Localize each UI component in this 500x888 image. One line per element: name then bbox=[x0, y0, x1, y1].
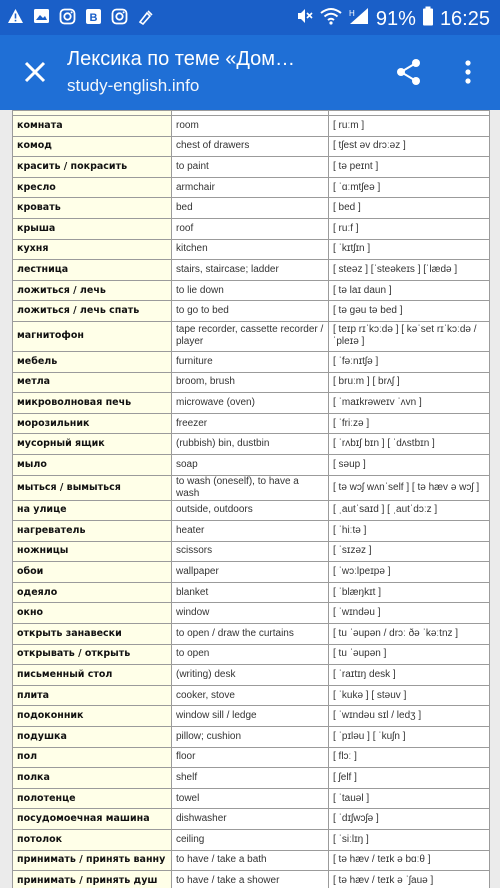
english-word: to lie down bbox=[172, 280, 329, 301]
english-word: towel bbox=[172, 788, 329, 809]
transcription: [ ˈdɪʃwɔʃə ] bbox=[329, 809, 490, 830]
table-row bbox=[13, 454, 490, 475]
transcription: [ tə wɔʃ wʌnˈself ] [ tə hæv ə wɔʃ ] bbox=[329, 475, 490, 500]
instagram-icon bbox=[110, 7, 128, 25]
close-icon[interactable] bbox=[18, 55, 52, 89]
russian-word: посудомоечная машина bbox=[13, 809, 172, 830]
transcription: [ tə peɪnt ] bbox=[329, 157, 490, 178]
table-row bbox=[13, 562, 490, 583]
english-word: to paint bbox=[172, 157, 329, 178]
russian-word: красить / покрасить bbox=[13, 157, 172, 178]
table-row bbox=[13, 768, 490, 789]
table-row bbox=[13, 727, 490, 748]
table-row bbox=[13, 260, 490, 281]
english-word: ceiling bbox=[172, 830, 329, 851]
table-row bbox=[13, 665, 490, 686]
russian-word: кровать bbox=[13, 198, 172, 219]
russian-word: ножницы bbox=[13, 541, 172, 562]
russian-word: ложиться / лечь bbox=[13, 280, 172, 301]
transcription: [ ˈkukə ] [ stəuv ] bbox=[329, 685, 490, 706]
english-word: armchair bbox=[172, 177, 329, 198]
transcription: [ ˈsiːlɪŋ ] bbox=[329, 830, 490, 851]
table-row bbox=[13, 475, 490, 500]
russian-word: комната bbox=[13, 116, 172, 137]
table-row bbox=[13, 372, 490, 393]
transcription: [ ˈmaɪkrəweɪv ˈʌvn ] bbox=[329, 393, 490, 414]
russian-word: крыша bbox=[13, 218, 172, 239]
transcription: [ bed ] bbox=[329, 198, 490, 219]
system-status bbox=[294, 6, 490, 32]
table-row bbox=[13, 434, 490, 455]
russian-word: нагреватель bbox=[13, 521, 172, 542]
russian-word: принимать / принять душ bbox=[13, 871, 172, 888]
english-word: soap bbox=[172, 454, 329, 475]
transcription: [ tʃest əv drɔːəz ] bbox=[329, 136, 490, 157]
english-word: scissors bbox=[172, 541, 329, 562]
english-word: to open / draw the curtains bbox=[172, 624, 329, 645]
russian-word: подоконник bbox=[13, 706, 172, 727]
table-row bbox=[13, 541, 490, 562]
transcription: [ ˈsɪzəz ] bbox=[329, 541, 490, 562]
bookmark-icon bbox=[84, 7, 102, 25]
english-word: to have / take a shower bbox=[172, 871, 329, 888]
wifi-icon bbox=[320, 7, 342, 31]
share-icon[interactable] bbox=[395, 57, 423, 87]
russian-word: письменный стол bbox=[13, 665, 172, 686]
russian-word: мыться / вымыться bbox=[13, 475, 172, 500]
table-row bbox=[13, 747, 490, 768]
battery-percent: 91% bbox=[375, 7, 416, 30]
table-row bbox=[13, 136, 490, 157]
english-word: broom, brush bbox=[172, 372, 329, 393]
english-word: floor bbox=[172, 747, 329, 768]
russian-word: одеяло bbox=[13, 582, 172, 603]
svg-text:B: B bbox=[89, 11, 97, 24]
english-word: microwave (oven) bbox=[172, 393, 329, 414]
transcription: [ ˈwɔːlpeɪpə ] bbox=[329, 562, 490, 583]
table-row bbox=[13, 321, 490, 351]
transcription: [ ruːm ] bbox=[329, 116, 490, 137]
transcription: [ ˈtauəl ] bbox=[329, 788, 490, 809]
transcription: [ tə hæv / teɪk ə bɑːθ ] bbox=[329, 850, 490, 871]
russian-word: полка bbox=[13, 768, 172, 789]
russian-word: открывать / открыть bbox=[13, 644, 172, 665]
image-icon bbox=[32, 7, 50, 25]
transcription: [ ˈblæŋkɪt ] bbox=[329, 582, 490, 603]
russian-word: подушка bbox=[13, 727, 172, 748]
transcription: [ steəz ] [ˈsteəkeɪs ] [ˈlædə ] bbox=[329, 260, 490, 281]
russian-word: мебель bbox=[13, 351, 172, 372]
russian-word: микроволновая печь bbox=[13, 393, 172, 414]
transcription: [ ruːf ] bbox=[329, 218, 490, 239]
transcription: [ səup ] bbox=[329, 454, 490, 475]
transcription: [ ˈfriːzə ] bbox=[329, 413, 490, 434]
english-word: outside, outdoors bbox=[172, 500, 329, 521]
english-word: dishwasher bbox=[172, 809, 329, 830]
english-word: furniture bbox=[172, 351, 329, 372]
transcription: [ ˈraɪtɪŋ desk ] bbox=[329, 665, 490, 686]
english-word: pillow; cushion bbox=[172, 727, 329, 748]
transcription: [ ˌautˈsaɪd ] [ ˌautˈdɔːz ] bbox=[329, 500, 490, 521]
transcription: [ ˈrʌbɪʃ bɪn ] [ ˈdʌstbɪn ] bbox=[329, 434, 490, 455]
english-word: shelf bbox=[172, 768, 329, 789]
russian-word: полотенце bbox=[13, 788, 172, 809]
english-word: window bbox=[172, 603, 329, 624]
warning-icon bbox=[6, 7, 24, 25]
table-row bbox=[13, 582, 490, 603]
table-row bbox=[13, 157, 490, 178]
notification-icons bbox=[6, 7, 154, 25]
russian-word: мусорный ящик bbox=[13, 434, 172, 455]
english-word: roof bbox=[172, 218, 329, 239]
cleaner-icon bbox=[136, 7, 154, 25]
table-row bbox=[13, 850, 490, 871]
russian-word: плита bbox=[13, 685, 172, 706]
transcription: [ flɔː ] bbox=[329, 747, 490, 768]
table-row bbox=[13, 644, 490, 665]
russian-word: кресло bbox=[13, 177, 172, 198]
russian-word: кухня bbox=[13, 239, 172, 260]
transcription: [ tu ˈəupən ] bbox=[329, 644, 490, 665]
english-word: to open bbox=[172, 644, 329, 665]
table-row bbox=[13, 788, 490, 809]
table-row bbox=[13, 685, 490, 706]
russian-word: метла bbox=[13, 372, 172, 393]
english-word: room bbox=[172, 116, 329, 137]
table-row bbox=[13, 871, 490, 888]
table-row bbox=[13, 116, 490, 137]
russian-word: принимать / принять ванну bbox=[13, 850, 172, 871]
transcription: [ ˈwɪndəu ] bbox=[329, 603, 490, 624]
english-word: to have / take a bath bbox=[172, 850, 329, 871]
svg-text:H: H bbox=[348, 9, 355, 18]
english-word: to go to bed bbox=[172, 301, 329, 322]
english-word: heater bbox=[172, 521, 329, 542]
russian-word: комод bbox=[13, 136, 172, 157]
table-row bbox=[13, 393, 490, 414]
english-word: blanket bbox=[172, 582, 329, 603]
english-word: stairs, staircase; ladder bbox=[172, 260, 329, 281]
transcription: [ ˈwɪndəu sɪl / ledʒ ] bbox=[329, 706, 490, 727]
russian-word: обои bbox=[13, 562, 172, 583]
russian-word: мыло bbox=[13, 454, 172, 475]
transcription: [ ˈɑːmtʃeə ] bbox=[329, 177, 490, 198]
table-row bbox=[13, 500, 490, 521]
app-bar bbox=[0, 35, 500, 110]
english-word: bed bbox=[172, 198, 329, 219]
table-row bbox=[13, 830, 490, 851]
transcription: [ ˈhiːtə ] bbox=[329, 521, 490, 542]
english-word: to wash (oneself), to have a wash bbox=[172, 475, 329, 500]
page-title: Лексика по теме «Дом… bbox=[67, 48, 296, 70]
russian-word: на улице bbox=[13, 500, 172, 521]
russian-word: открыть занавески bbox=[13, 624, 172, 645]
table-row bbox=[13, 301, 490, 322]
english-word: wallpaper bbox=[172, 562, 329, 583]
transcription: [ ˈpɪləu ] [ ˈkuʃn ] bbox=[329, 727, 490, 748]
english-word: kitchen bbox=[172, 239, 329, 260]
battery-icon bbox=[422, 6, 434, 32]
table-row bbox=[13, 351, 490, 372]
russian-word: потолок bbox=[13, 830, 172, 851]
clock: 16:25 bbox=[439, 7, 490, 30]
table-row bbox=[13, 624, 490, 645]
transcription: [ teɪp rɪˈkɔːdə ] [ kəˈset rɪˈkɔːdə / ˈpleɪə ] bbox=[329, 321, 490, 351]
mute-icon bbox=[294, 6, 314, 32]
russian-word: морозильник bbox=[13, 413, 172, 434]
table-row bbox=[13, 239, 490, 260]
english-word: (writing) desk bbox=[172, 665, 329, 686]
russian-word: пол bbox=[13, 747, 172, 768]
english-word: tape recorder, cassette recorder / player bbox=[172, 321, 329, 351]
transcription: [ ˈfəːnɪtʃə ] bbox=[329, 351, 490, 372]
transcription: [ tə hæv / teɪk ə ˈʃauə ] bbox=[329, 871, 490, 888]
russian-word: лестница bbox=[13, 260, 172, 281]
table-row bbox=[13, 413, 490, 434]
english-word: freezer bbox=[172, 413, 329, 434]
page-url: study-english.info bbox=[67, 76, 200, 95]
transcription: [ tə laɪ daun ] bbox=[329, 280, 490, 301]
transcription: [ ʃelf ] bbox=[329, 768, 490, 789]
russian-word: ложиться / лечь спать bbox=[13, 301, 172, 322]
table-row bbox=[13, 706, 490, 727]
table-row bbox=[13, 603, 490, 624]
english-word: (rubbish) bin, dustbin bbox=[172, 434, 329, 455]
table-row bbox=[13, 218, 490, 239]
table-row bbox=[13, 280, 490, 301]
transcription: [ bruːm ] [ brʌʃ ] bbox=[329, 372, 490, 393]
english-word: chest of drawers bbox=[172, 136, 329, 157]
transcription: [ ˈkɪtʃɪn ] bbox=[329, 239, 490, 260]
vocabulary-table bbox=[12, 110, 490, 888]
english-word: cooker, stove bbox=[172, 685, 329, 706]
table-row bbox=[13, 177, 490, 198]
status-bar bbox=[0, 0, 500, 35]
table-row bbox=[13, 198, 490, 219]
english-word: window sill / ledge bbox=[172, 706, 329, 727]
table-row bbox=[13, 809, 490, 830]
transcription: [ tə gəu tə bed ] bbox=[329, 301, 490, 322]
table-row bbox=[13, 521, 490, 542]
transcription: [ tu ˈəupən / drɔː ðə ˈkəːtnz ] bbox=[329, 624, 490, 645]
more-options-icon[interactable] bbox=[458, 57, 478, 87]
russian-word: окно bbox=[13, 603, 172, 624]
signal-icon bbox=[348, 7, 370, 31]
page-content[interactable] bbox=[0, 110, 500, 888]
instagram-icon bbox=[58, 7, 76, 25]
russian-word: магнитофон bbox=[13, 321, 172, 351]
